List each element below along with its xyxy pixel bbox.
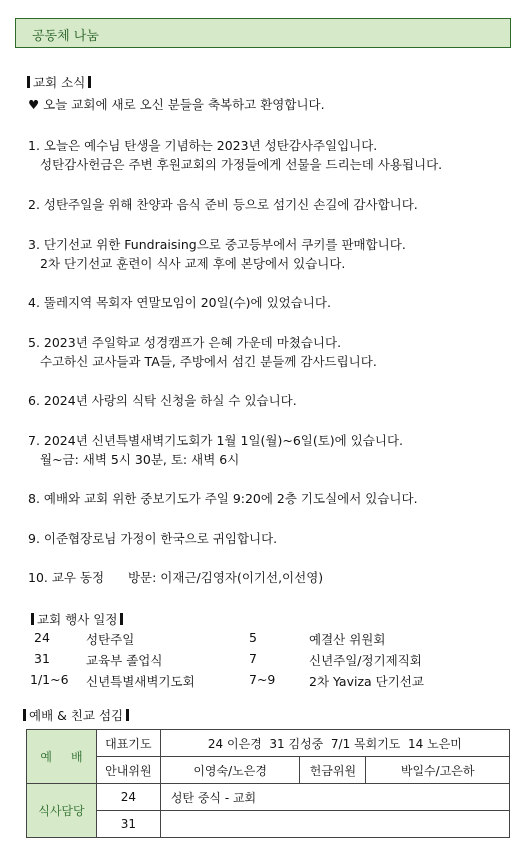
service-table xyxy=(26,729,510,838)
bar-left xyxy=(23,709,26,721)
news-item-2: 2. 성탄주일을 위해 찬양과 음식 준비 등으로 섬기신 손길에 감사합니다. xyxy=(28,197,418,212)
event-date: 1/1~6 xyxy=(30,672,69,687)
bar-right xyxy=(126,709,129,721)
page-title: 공동체 나눔 xyxy=(32,29,99,44)
offering-label: 헌금위원 xyxy=(300,757,366,784)
news-item-9: 9. 이준협장로님 가정이 한국으로 귀임합니다. xyxy=(28,531,278,546)
event-date: 5 xyxy=(249,630,257,645)
event-date: 7 xyxy=(249,651,257,666)
event-name: 예결산 위원회 xyxy=(309,632,386,647)
news-item-8: 8. 예배와 교회 위한 중보기도가 주일 9:20에 2층 기도실에서 있습니다. xyxy=(28,491,418,506)
news-item-1-sub: 성탄감사헌금은 주변 후원교회의 가정들에게 선물을 드리는데 사용됩니다. xyxy=(40,157,443,172)
event-name: 교육부 졸업식 xyxy=(86,653,163,668)
meal-date: 24 xyxy=(96,784,160,811)
news-item-7: 7. 2024년 신년특별새벽기도회가 1월 1일(월)~6일(토)에 있습니다. xyxy=(28,433,403,448)
service-title-text: 예배 & 친교 섬김 xyxy=(29,708,124,723)
prayer-value: 24 이은경 31 김성중 7/1 목회기도 14 노은미 xyxy=(160,730,509,757)
meal-date: 31 xyxy=(96,811,160,838)
event-date: 31 xyxy=(34,651,50,666)
header-box xyxy=(15,18,511,48)
worship-label: 예 배 xyxy=(27,730,97,784)
news-item-3: 3. 단기선교 위한 Fundraising으로 중고등부에서 쿠키를 판매합니다. xyxy=(28,237,406,252)
event-date: 24 xyxy=(34,630,50,645)
offering-value: 박일수/고은하 xyxy=(366,757,510,784)
prayer-label: 대표기도 xyxy=(96,730,160,757)
event-date: 7~9 xyxy=(249,672,276,687)
event-name: 신년주일/정기제직회 xyxy=(309,653,422,668)
service-section-title xyxy=(20,706,132,724)
usher-label: 안내위원 xyxy=(96,757,160,784)
meal-label: 식사담당 xyxy=(27,784,97,838)
welcome-line: ♥ 오늘 교회에 새로 오신 분들을 축복하고 환영합니다. xyxy=(28,97,325,112)
news-item-1: 1. 오늘은 예수님 탄생을 기념하는 2023년 성탄감사주일입니다. xyxy=(28,138,378,153)
events-section-title xyxy=(28,610,126,628)
events-title-text: 교회 행사 일정 xyxy=(37,612,118,627)
news-item-5: 5. 2023년 주일학교 성경캠프가 은혜 가운데 마쳤습니다. xyxy=(28,335,342,350)
news-item-7-sub: 월~금: 새벽 5시 30분, 토: 새벽 6시 xyxy=(40,452,240,467)
news-item-5-sub: 수고하신 교사들과 TA들, 주방에서 섬긴 분들께 감사드립니다. xyxy=(40,354,377,369)
bar-left xyxy=(31,613,34,625)
news-item-10: 10. 교우 동정 방문: 이재근/김영자(이기선,이선영) xyxy=(28,570,324,585)
bar-right xyxy=(120,613,123,625)
event-name: 성탄주일 xyxy=(86,632,135,647)
news-item-4: 4. 뚤레지역 목회자 연말모임이 20일(수)에 있었습니다. xyxy=(28,295,331,310)
news-section-title xyxy=(24,73,94,91)
bar-left xyxy=(27,76,30,88)
event-name: 2차 Yaviza 단기선교 xyxy=(309,674,424,689)
usher-value: 이영숙/노은경 xyxy=(160,757,300,784)
event-name: 신년특별새벽기도회 xyxy=(86,674,195,689)
news-item-6: 6. 2024년 사랑의 식탁 신청을 하실 수 있습니다. xyxy=(28,393,297,408)
meal-value: 성탄 중식 - 교회 xyxy=(160,784,509,811)
news-title-text: 교회 소식 xyxy=(33,75,86,90)
meal-value xyxy=(160,811,509,838)
news-item-3-sub: 2차 단기선교 훈련이 식사 교제 후에 본당에서 있습니다. xyxy=(40,256,346,271)
bar-right xyxy=(88,76,91,88)
